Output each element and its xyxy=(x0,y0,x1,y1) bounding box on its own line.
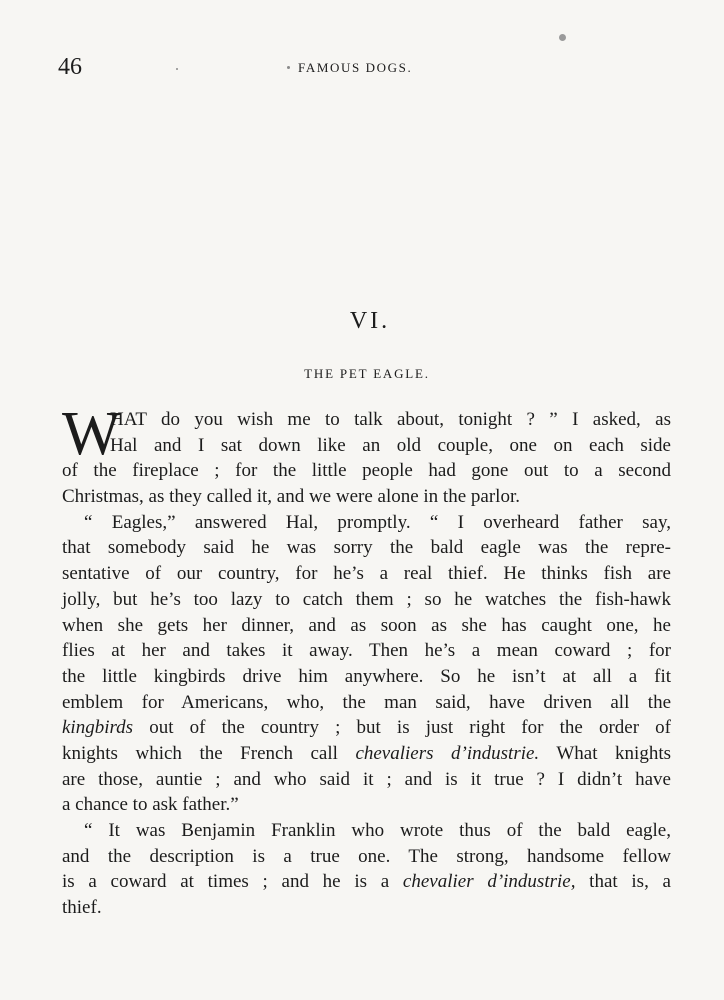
text-segment: thief. xyxy=(62,897,102,919)
text-lines xyxy=(62,400,671,921)
running-title: FAMOUS DOGS. xyxy=(298,60,413,75)
text-segment: “ It was Benjamin Franklin who wrote thus of the bald eagle, xyxy=(84,820,671,841)
ink-speck xyxy=(287,66,290,69)
text-segment: of the fireplace ; for the little people had gone out to a second xyxy=(62,460,671,482)
text-line xyxy=(62,690,671,716)
text-line xyxy=(62,535,671,561)
text-line xyxy=(62,664,671,690)
body-text xyxy=(62,400,671,921)
text-line xyxy=(62,407,671,433)
text-line xyxy=(62,484,671,510)
chapter-title: THE PET EAGLE. xyxy=(304,366,430,381)
text-segment: is a coward at times ; and he is a xyxy=(62,871,403,893)
text-segment: when she gets her dinner, and as soon as she has caught one, he xyxy=(62,614,671,636)
text-line xyxy=(62,792,671,818)
text-segment: are those, auntie ; and who said it ; and is it true ? I didn’t have xyxy=(62,768,671,790)
text-segment: and the description is a true one. The strong, handsome fellow xyxy=(62,845,671,867)
text-segment: flies at her and takes it away. Then he’s a mean coward ; for xyxy=(62,640,671,662)
italic-text: kingbirds xyxy=(62,717,134,739)
text-line xyxy=(62,741,671,767)
page-number: 46 xyxy=(58,54,82,80)
text-line xyxy=(62,587,671,613)
text-segment: the little kingbirds drive him anywhere. So he isn’t at all a fit xyxy=(62,665,671,687)
text-line xyxy=(62,767,671,793)
text-line xyxy=(62,510,671,536)
text-segment: knights which the French call xyxy=(62,742,356,764)
text-segment: emblem for Americans, who, the man said, have driven all the xyxy=(62,691,671,713)
italic-text: chevaliers d’industrie. xyxy=(355,742,540,764)
drop-cap: W xyxy=(62,400,121,468)
text-line xyxy=(62,638,671,664)
ink-speck xyxy=(176,68,178,70)
text-segment: Hal and I sat down like an old couple, one on each side xyxy=(110,434,671,456)
text-line xyxy=(62,869,671,895)
text-line xyxy=(62,433,671,459)
italic-text: chevalier d’industrie, xyxy=(402,871,576,893)
text-line xyxy=(62,561,671,587)
text-line xyxy=(62,458,671,484)
text-segment: sentative of our country, for he’s a real thief. He thinks fish are xyxy=(62,563,671,585)
text-segment: a chance to ask father.” xyxy=(62,794,239,816)
text-segment: What knights xyxy=(539,742,671,764)
ink-speck xyxy=(559,34,566,41)
text-segment: HAT do you wish me to talk about, tonight ? ” I asked, as xyxy=(110,409,671,430)
text-segment: jolly, but he’s too lazy to catch them ; so he watches the fish-hawk xyxy=(62,588,671,610)
text-line xyxy=(62,613,671,639)
chapter-number: VI. xyxy=(349,308,391,334)
running-head xyxy=(58,52,672,82)
text-line xyxy=(62,818,671,844)
text-line xyxy=(62,844,671,870)
text-segment: “ Eagles,” answered Hal, promptly. “ I overheard father say, xyxy=(84,511,671,533)
text-line xyxy=(62,895,671,921)
text-segment: Christmas, as they called it, and we were alone in the parlor. xyxy=(62,486,520,508)
text-line xyxy=(62,715,671,741)
text-segment: out of the country ; but is just right for the order of xyxy=(133,717,671,739)
text-segment: that is, a xyxy=(575,871,671,893)
text-segment: that somebody said he was sorry the bald eagle was the repre- xyxy=(62,537,671,559)
